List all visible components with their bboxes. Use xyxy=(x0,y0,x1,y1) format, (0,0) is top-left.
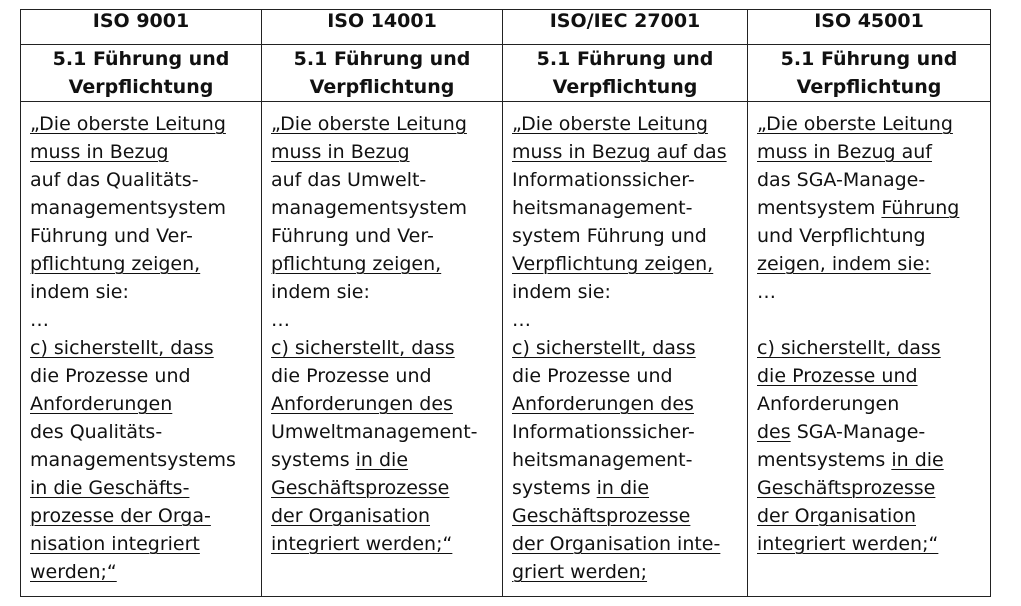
text-line xyxy=(512,194,743,222)
text-line xyxy=(512,558,743,586)
text-line xyxy=(30,474,257,502)
text-segment: … xyxy=(512,309,531,331)
text-line xyxy=(30,138,257,166)
text-line xyxy=(271,278,498,306)
underlined-text: in die xyxy=(355,449,409,471)
underlined-text: der Organisation inte- xyxy=(512,533,721,555)
text-segment: Umweltmanagement- xyxy=(271,421,478,443)
text-segment: die Prozesse und xyxy=(271,365,432,387)
clause-title-line-2: Verpflichtung xyxy=(309,76,455,98)
underlined-text: c) sicherstellt, dass xyxy=(271,337,455,359)
text-line xyxy=(757,418,986,446)
text-segment: indem sie: xyxy=(512,281,611,303)
text-segment: Anforderungen xyxy=(757,393,900,415)
text-segment: managementsystem xyxy=(30,197,226,219)
text-line xyxy=(757,446,986,474)
clause-title-line-2: Verpflichtung xyxy=(796,76,942,98)
underlined-text: die Prozesse und xyxy=(757,365,918,387)
underlined-text: muss in Bezug auf das xyxy=(512,141,727,163)
underlined-text: „Die oberste Leitung xyxy=(757,113,953,135)
text-line xyxy=(512,138,743,166)
text-line xyxy=(757,502,986,530)
text-line xyxy=(757,306,986,334)
underlined-text: muss in Bezug xyxy=(30,141,169,163)
text-line xyxy=(271,530,498,558)
text-segment: des Qualitäts- xyxy=(30,421,163,443)
standard-header-iso-9001: ISO 9001 xyxy=(21,10,262,45)
text-line xyxy=(512,110,743,138)
underlined-text: c) sicherstellt, dass xyxy=(512,337,696,359)
requirement-text-iso-45001 xyxy=(748,102,991,597)
text-line xyxy=(512,530,743,558)
underlined-text: Verpflichtung zeigen, xyxy=(512,253,714,275)
text-segment: das SGA-Manage- xyxy=(757,169,926,191)
text-line xyxy=(30,278,257,306)
underlined-text: griert werden; xyxy=(512,561,648,583)
text-segment: auf das Qualitäts- xyxy=(30,169,199,191)
underlined-text: werden;“ xyxy=(30,561,117,583)
underlined-text: der Organisation xyxy=(757,505,916,527)
text-line xyxy=(512,446,743,474)
clause-title-line-2: Verpflichtung xyxy=(68,76,214,98)
underlined-text: in die xyxy=(596,477,650,499)
text-line xyxy=(30,110,257,138)
clause-header-iso-14001 xyxy=(262,45,503,102)
text-segment: systems xyxy=(512,477,597,499)
text-line xyxy=(757,138,986,166)
text-line xyxy=(271,362,498,390)
text-line xyxy=(271,334,498,362)
text-line xyxy=(757,390,986,418)
underlined-text: Geschäftsprozesse xyxy=(757,477,936,499)
standard-header-iso-14001: ISO 14001 xyxy=(262,10,503,45)
underlined-text: in die xyxy=(891,449,944,471)
text-line xyxy=(271,138,498,166)
underlined-text: Anforderungen des xyxy=(271,393,453,415)
text-line xyxy=(757,362,986,390)
text-line xyxy=(271,166,498,194)
text-line xyxy=(271,250,498,278)
underlined-text: Geschäftsprozesse xyxy=(271,477,450,499)
text-line xyxy=(512,474,743,502)
text-segment: SGA-Manage- xyxy=(790,421,926,443)
text-segment: und Verpflichtung xyxy=(757,225,926,247)
text-line xyxy=(30,530,257,558)
text-line xyxy=(30,222,257,250)
text-line xyxy=(512,306,743,334)
underlined-text: „Die oberste Leitung xyxy=(512,113,708,135)
standards-header-row xyxy=(21,10,991,45)
underlined-text: c) sicherstellt, dass xyxy=(30,337,214,359)
clause-title-line-1: 5.1 Führung und xyxy=(536,48,714,70)
underlined-text: prozesse der Orga- xyxy=(30,505,211,527)
text-segment: … xyxy=(271,309,290,331)
requirement-text-iso-14001 xyxy=(262,102,503,597)
standard-header-iso-45001: ISO 45001 xyxy=(748,10,991,45)
text-line xyxy=(30,194,257,222)
text-line xyxy=(30,250,257,278)
text-line xyxy=(512,362,743,390)
underlined-text: „Die oberste Leitung xyxy=(30,113,226,135)
text-line xyxy=(271,446,498,474)
text-segment: indem sie: xyxy=(30,281,129,303)
text-line xyxy=(30,418,257,446)
text-line xyxy=(512,502,743,530)
text-segment: die Prozesse und xyxy=(512,365,673,387)
text-segment: managementsystem xyxy=(271,197,467,219)
text-line xyxy=(30,166,257,194)
text-segment: die Prozesse und xyxy=(30,365,191,387)
text-line xyxy=(757,334,986,362)
text-line xyxy=(757,110,986,138)
requirement-text-iso-iec-27001 xyxy=(503,102,748,597)
text-line xyxy=(757,474,986,502)
underlined-text: nisation integriert xyxy=(30,533,200,555)
underlined-text: „Die oberste Leitung xyxy=(271,113,467,135)
underlined-text: Anforderungen xyxy=(30,393,173,415)
requirement-text-row xyxy=(21,102,991,597)
text-segment: Führung und Ver- xyxy=(271,225,434,247)
underlined-text: Führung xyxy=(881,197,960,219)
underlined-text: des xyxy=(757,421,791,443)
text-segment: indem sie: xyxy=(271,281,370,303)
underlined-text: in die Geschäfts- xyxy=(30,477,190,499)
text-line xyxy=(30,558,257,586)
underlined-text: Geschäftsprozesse xyxy=(512,505,691,527)
text-segment: … xyxy=(30,309,49,331)
clause-header-iso-iec-27001 xyxy=(503,45,748,102)
text-segment: mentsystems xyxy=(757,449,892,471)
text-segment: mentsystem xyxy=(757,197,882,219)
underlined-text: der Organisation xyxy=(271,505,430,527)
underlined-text: c) sicherstellt, dass xyxy=(757,337,941,359)
text-line xyxy=(757,166,986,194)
text-line xyxy=(512,418,743,446)
text-line xyxy=(512,278,743,306)
text-line xyxy=(512,166,743,194)
clause-header-iso-45001 xyxy=(748,45,991,102)
text-line xyxy=(30,446,257,474)
text-line xyxy=(30,362,257,390)
iso-comparison-table xyxy=(20,9,991,597)
underlined-text: zeigen, indem sie: xyxy=(757,253,931,275)
text-line xyxy=(512,250,743,278)
text-line xyxy=(757,194,986,222)
text-line xyxy=(30,502,257,530)
text-line xyxy=(271,110,498,138)
text-line xyxy=(271,194,498,222)
underlined-text: muss in Bezug auf xyxy=(757,141,932,163)
clause-title-line-2: Verpflichtung xyxy=(552,76,698,98)
text-line xyxy=(757,222,986,250)
text-line xyxy=(757,250,986,278)
underlined-text: integriert werden;“ xyxy=(757,533,939,555)
text-line xyxy=(512,222,743,250)
text-segment: heitsmanagement- xyxy=(512,197,693,219)
text-segment: … xyxy=(757,281,776,303)
text-segment: Informationssicher- xyxy=(512,169,695,191)
text-line xyxy=(512,390,743,418)
standard-header-iso-iec-27001: ISO/IEC 27001 xyxy=(503,10,748,45)
text-segment: auf das Umwelt- xyxy=(271,169,427,191)
text-line xyxy=(30,306,257,334)
clause-title-line-1: 5.1 Führung und xyxy=(293,48,471,70)
clause-title-line-1: 5.1 Führung und xyxy=(780,48,958,70)
underlined-text: muss in Bezug xyxy=(271,141,410,163)
text-segment: system Führung und xyxy=(512,225,707,247)
text-segment: heitsmanagement- xyxy=(512,449,693,471)
text-line xyxy=(271,306,498,334)
clause-title-line-1: 5.1 Führung und xyxy=(52,48,230,70)
text-line xyxy=(30,390,257,418)
underlined-text: pflichtung zeigen, xyxy=(271,253,442,275)
text-segment: Informationssicher- xyxy=(512,421,695,443)
underlined-text: Anforderungen des xyxy=(512,393,694,415)
text-segment: managementsystems xyxy=(30,449,236,471)
text-segment: Führung und Ver- xyxy=(30,225,193,247)
text-line xyxy=(271,474,498,502)
text-line xyxy=(271,222,498,250)
text-segment: systems xyxy=(271,449,356,471)
clause-header-row xyxy=(21,45,991,102)
text-line xyxy=(512,334,743,362)
text-line xyxy=(757,530,986,558)
text-line xyxy=(30,334,257,362)
text-line xyxy=(271,502,498,530)
text-line xyxy=(271,418,498,446)
clause-header-iso-9001 xyxy=(21,45,262,102)
underlined-text: integriert werden;“ xyxy=(271,533,453,555)
text-line xyxy=(757,278,986,306)
underlined-text: pflichtung zeigen, xyxy=(30,253,201,275)
requirement-text-iso-9001 xyxy=(21,102,262,597)
text-line xyxy=(271,390,498,418)
